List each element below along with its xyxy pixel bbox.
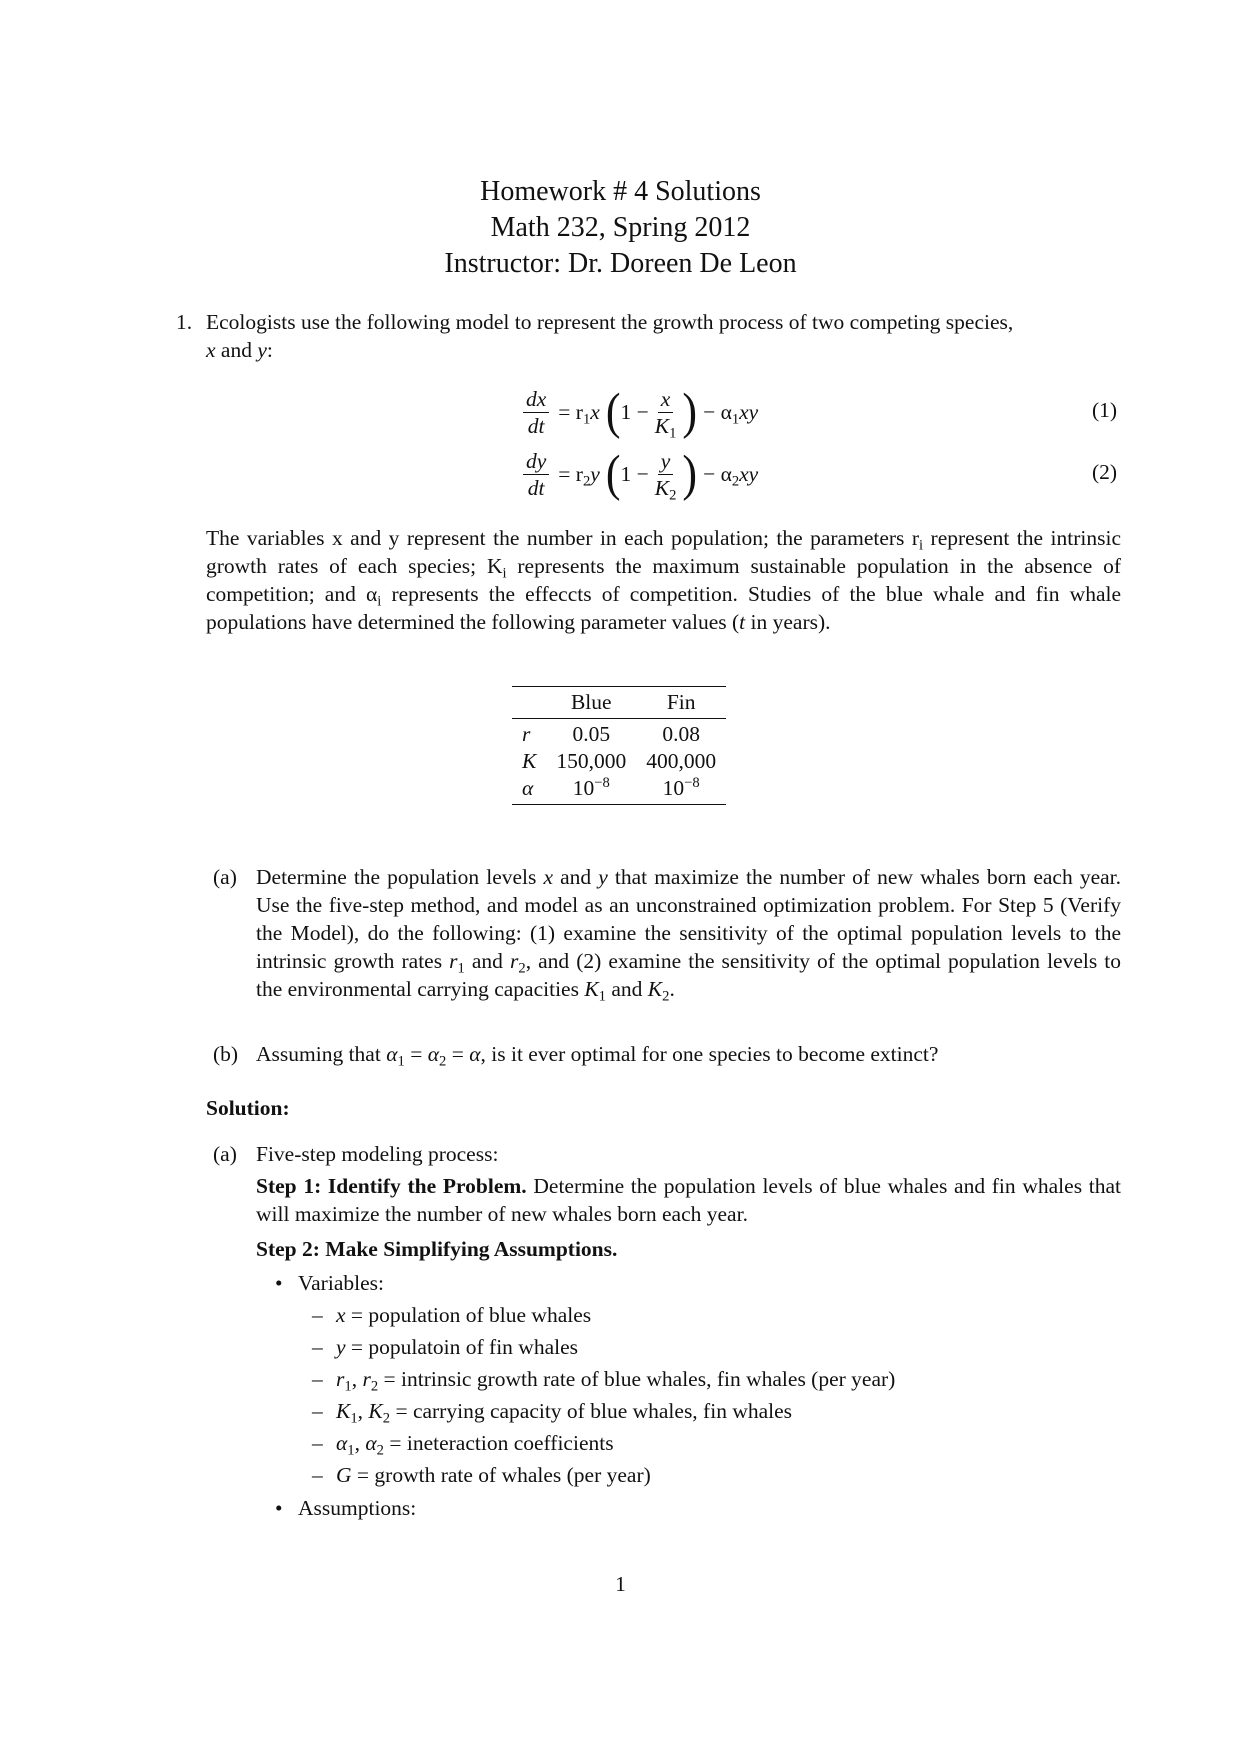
eq1-lhs: $\frac{dx}{dt}$	[523, 386, 549, 439]
variable-item: $\alpha_1$, $\alpha_2$ = ineteraction coefficients	[336, 1431, 614, 1459]
dash-icon: –	[312, 1463, 323, 1487]
variable-item: G = growth rate of whales (per year)	[336, 1463, 651, 1487]
var-y: y	[257, 338, 267, 362]
solution-heading: Solution:	[206, 1096, 290, 1120]
step-1-text: Determine the population levels of blue whales and fin whales that will maximize the number of new whales born each year.	[256, 1174, 1122, 1226]
instructor-line: Instructor: Dr. Doreen De Leon	[444, 248, 797, 279]
left-paren: (	[605, 445, 621, 502]
variables-label: Variables:	[298, 1271, 384, 1295]
table-header-empty	[512, 687, 546, 719]
right-paren: )	[682, 445, 698, 502]
intro-line-1: Ecologists use the following model to represent the growth process of two competing species,	[206, 310, 1014, 334]
equation-1: $\frac{dx}{dt}$ = $r_1x$ ( 1 − $\frac{x}{K_1}$ ) − $\alpha_1xy$	[520, 382, 764, 436]
solution-a-label: (a)	[213, 1142, 237, 1166]
problem-number: 1.	[176, 310, 193, 334]
right-paren: )	[682, 383, 698, 440]
table-header-row	[512, 687, 726, 719]
solution-a-intro: Five-step modeling process:	[256, 1142, 499, 1166]
part-a-label: (a)	[213, 865, 237, 889]
eq2-lhs: $\frac{dy}{dt}$	[523, 448, 549, 501]
variable-item: x = population of blue whales	[336, 1303, 592, 1327]
left-paren: (	[605, 383, 621, 440]
dash-icon: –	[312, 1431, 323, 1455]
table-row: r 0.05 0.08	[522, 722, 700, 746]
intro-line-2	[206, 336, 1121, 364]
parameter-table	[512, 686, 726, 805]
intro-and: and	[215, 338, 258, 362]
page-number: 1	[615, 1572, 626, 1596]
table-row: K 150,000 400,000	[522, 749, 717, 773]
variable-item: y = populatoin of fin whales	[336, 1335, 579, 1359]
dash-icon: –	[312, 1303, 323, 1327]
variable-item: $K_1$, $K_2$ = carrying capacity of blue whales, fin whales	[336, 1399, 793, 1427]
bullet-icon: •	[275, 1496, 283, 1520]
bullet-icon: •	[275, 1271, 283, 1295]
problem-intro	[206, 308, 1121, 364]
title-block	[0, 174, 1241, 282]
assumptions-label: Assumptions:	[298, 1496, 417, 1520]
table-header-blue: Blue	[546, 687, 636, 719]
var-x: x	[206, 338, 216, 362]
dash-icon: –	[312, 1367, 323, 1391]
equation-number-1: (1)	[1092, 398, 1118, 422]
equation-number-2: (2)	[1092, 460, 1118, 484]
dash-icon: –	[312, 1335, 323, 1359]
equation-2: $\frac{dy}{dt}$ = $r_2y$ ( 1 − $\frac{y}{K_2}$ ) − $\alpha_2xy$	[520, 444, 764, 498]
document-title: Homework # 4 Solutions	[480, 176, 761, 207]
variable-item: $r_1$, $r_2$ = intrinsic growth rate of blue whales, fin whales (per year)	[336, 1367, 896, 1395]
intro-colon: :	[266, 338, 273, 362]
step-1-title: Step 1: Identify the Problem.	[256, 1174, 527, 1198]
course-line: Math 232, Spring 2012	[490, 212, 751, 243]
model-description-paragraph: The variables x and y represent the number in each population; the parameters $r_i$ represent the intrinsic growth rates of each species; $K_i$ represents the maximum sustainable population in the absence of competition; and $\alpha_i$ represents the effeccts of competition. Studies of the blue whale and fin whale populations have determined the following parameter values (t in years).	[206, 526, 1121, 634]
table-header-fin: Fin	[636, 687, 726, 719]
dash-icon: –	[312, 1399, 323, 1423]
eq1-fraction: $\frac{x}{K_1}$	[654, 386, 677, 441]
step-1	[256, 1172, 1121, 1228]
part-b-label: (b)	[213, 1042, 239, 1066]
step-2-title: Step 2: Make Simplifying Assumptions.	[256, 1237, 618, 1261]
part-b-text: Assuming that $\alpha_1 = \alpha_2 = \alpha$, is it ever optimal for one species to become extinct?	[256, 1042, 939, 1070]
part-a-text: Determine the population levels x and y that maximize the number of new whales born each year. Use the five-step method, and model as an unconstrained optimization problem. For Step 5 (Verify the Model), do the following: (1) examine the sensitivity of the optimal population levels to the intrinsic growth rates $r_1$ and $r_2$, and (2) examine the sensitivity of the optimal population levels to the environmental carrying capacities $K_1$ and $K_2$.	[256, 865, 1122, 1005]
table-row: α $10^{-8}$ $10^{-8}$	[512, 775, 726, 805]
eq2-fraction: $\frac{y}{K_2}$	[654, 448, 677, 503]
